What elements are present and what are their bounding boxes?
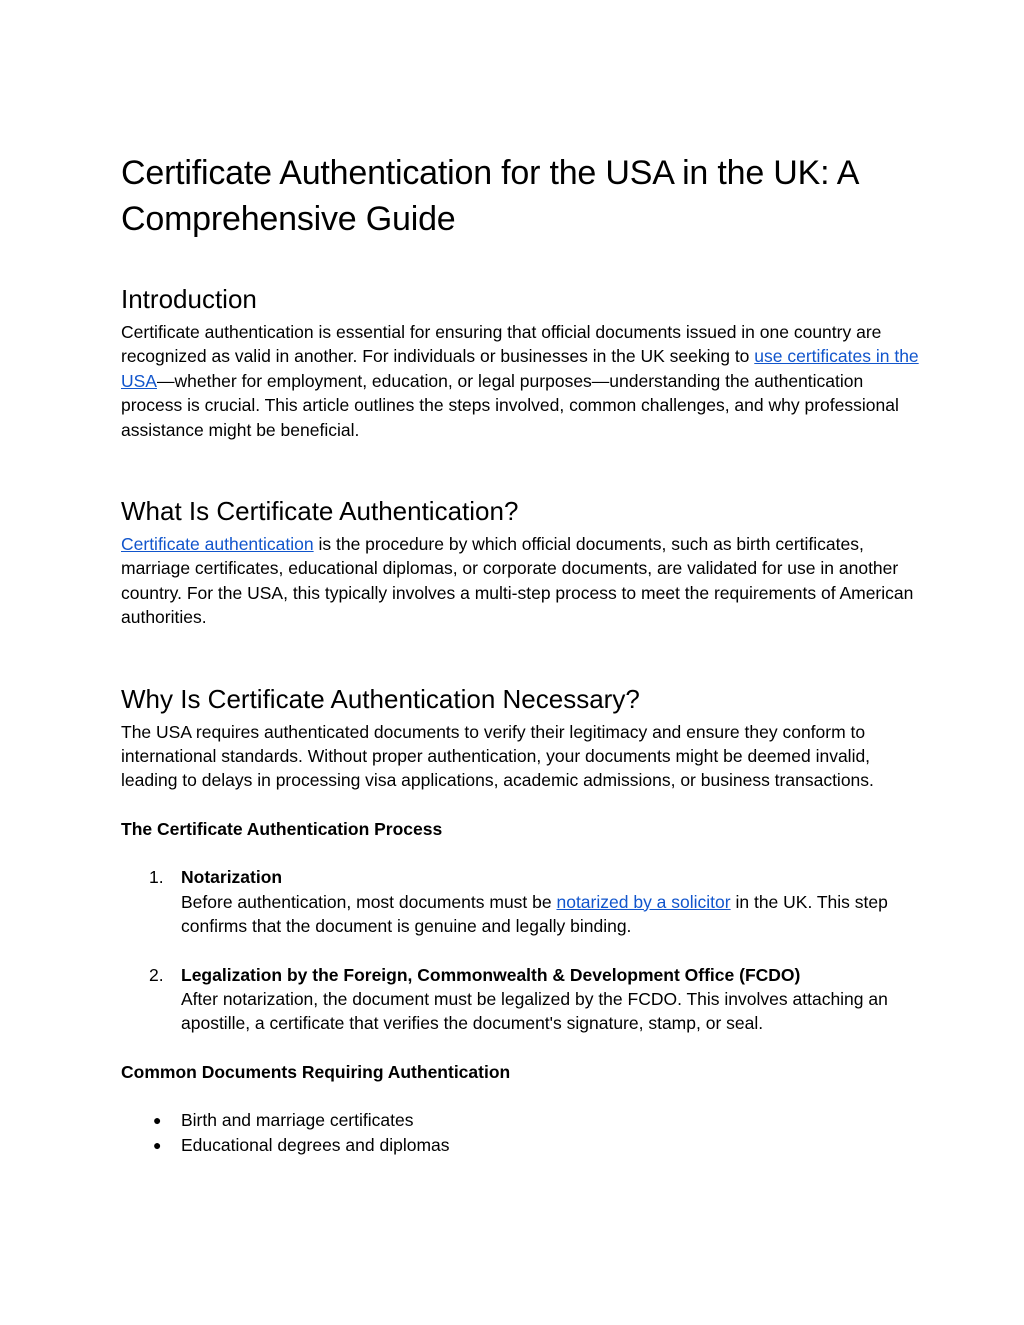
what-is-paragraph xyxy=(121,532,924,630)
certificate-authentication-link[interactable]: Certificate authentication xyxy=(121,534,314,555)
what-is-heading: What Is Certificate Authentication? xyxy=(121,496,519,527)
intro-paragraph xyxy=(121,320,924,442)
list-item-text: Educational degrees and diplomas xyxy=(181,1134,450,1155)
step-notarization xyxy=(121,865,924,938)
step-number: 1. xyxy=(149,867,164,888)
step-text: After notarization, the document must be legalized by the FCDO. This involves attaching an apostille, a certificate that verifies the document's signature, stamp, or seal. xyxy=(181,988,888,1034)
why-heading: Why Is Certificate Authentication Necessary? xyxy=(121,683,640,714)
process-heading: The Certificate Authentication Process xyxy=(121,818,443,839)
step-title: Legalization by the Foreign, Commonwealth & Development Office (FCDO) xyxy=(181,964,801,985)
step-text-2: in the UK. This step confirms that the document is genuine and legally binding. xyxy=(181,891,888,937)
document-title: Certificate Authentication for the USA in the UK: A Comprehensive Guide xyxy=(121,154,858,238)
list-item xyxy=(121,1108,924,1132)
step-title: Notarization xyxy=(181,867,283,888)
why-paragraph: The USA requires authenticated documents to verify their legitimacy and ensure they conform to international standards. Without proper authentication, your documents might be deemed invalid, leading to delays in processing visa applications, academic admissions, or business transactions. xyxy=(121,721,874,791)
bullet-icon: ● xyxy=(153,1136,162,1153)
intro-text-1: Certificate authentication is essential for ensuring that official documents issued in one country are recognized as valid in another. For individuals or businesses in the UK seeking to xyxy=(121,322,882,367)
process-steps xyxy=(121,865,924,1035)
use-certificates-link[interactable]: use certificates in the USA xyxy=(121,346,919,391)
intro-heading: Introduction xyxy=(121,284,257,314)
common-docs-heading: Common Documents Requiring Authentication xyxy=(121,1061,511,1082)
step-text-1: Before authentication, most documents must be xyxy=(181,891,557,912)
bullet-icon: ● xyxy=(153,1112,162,1129)
common-docs-list xyxy=(121,1108,924,1157)
notarized-solicitor-link[interactable]: notarized by a solicitor xyxy=(556,891,731,912)
list-item-text: Birth and marriage certificates xyxy=(181,1110,414,1131)
step-number: 2. xyxy=(149,964,164,985)
intro-text-2: —whether for employment, education, or legal purposes—understanding the authentication process is crucial. This article outlines the steps involved, common challenges, and why professional assistance might be beneficial. xyxy=(121,370,899,440)
list-item xyxy=(121,1133,924,1157)
step-legalization xyxy=(121,963,924,1036)
what-is-text: is the procedure by which official documents, such as birth certificates, marriage certificates, educational diplomas, or corporate documents, are validated for use in another country. For the USA, this typically involves a multi-step process to meet the requirements of American authorities. xyxy=(121,534,914,628)
